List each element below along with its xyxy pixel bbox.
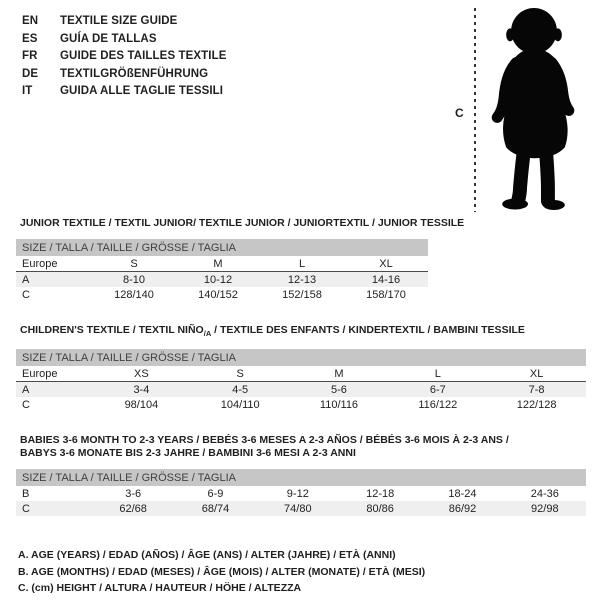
table-row (16, 486, 586, 501)
section-heading-line (20, 434, 586, 447)
table-cell: 18-24 (448, 487, 477, 500)
row-label: B (22, 487, 30, 500)
table-cell: 152/158 (282, 288, 322, 301)
table-row (16, 366, 586, 382)
table-cell: 128/140 (114, 288, 154, 301)
language-item (22, 83, 227, 101)
height-measure-line (474, 8, 476, 212)
size-header-cell: SIZE / TALLA / TAILLE / GRÖSSE / TAGLIA (16, 239, 428, 256)
note-line: B. AGE (MONTHS) / EDAD (MESES) / ÂGE (MOIS) / ALTER (MONATE) / ETÀ (MESI) (18, 565, 426, 578)
table-cell: S (191, 366, 290, 382)
table-cell: M (176, 256, 260, 272)
language-title: TEXTILGRÖßENFÜHRUNG (60, 67, 209, 80)
table-cell: 14-16 (344, 272, 428, 288)
baby-figure (452, 6, 598, 212)
table-cell: 24-36 (530, 487, 559, 500)
table-cell: XS (92, 366, 191, 382)
section-heading (20, 434, 586, 460)
heading-text: CHILDREN'S TEXTILE / TEXTIL NIÑO (20, 324, 204, 336)
heading-text: BABIES 3-6 MONTH TO 2-3 YEARS / BEBÉS 3-6 MESES A 2-3 AÑOS / BÉBÉS 3-6 MOIS À 2-3 ANS / (20, 434, 509, 447)
section-heading-line (20, 324, 586, 340)
table-row (16, 382, 586, 398)
row-label: A (16, 272, 92, 288)
language-title: GUIDE DES TAILLES TEXTILE (60, 50, 227, 62)
size-table (16, 239, 428, 302)
section-heading-line (20, 447, 586, 460)
language-code: EN (22, 15, 39, 27)
heading-text: BABYS 3-6 MONATE BIS 2-3 JAHRE / BAMBINI 3-6 MESI A 2-3 ANNI (20, 447, 356, 460)
language-item (22, 66, 227, 84)
table-cell: 98/104 (124, 398, 159, 411)
row-label: Europe (16, 366, 92, 382)
row-label: C (16, 501, 92, 516)
language-item (22, 48, 227, 66)
table-cell: 3-6 (125, 487, 142, 500)
language-title: GUIDA ALLE TAGLIE TESSILI (60, 85, 224, 97)
size-table (16, 469, 586, 516)
table-row (16, 501, 586, 516)
note-line: C. (cm) HEIGHT / ALTURA / HAUTEUR / HÖHE / ALTEZZA (18, 582, 302, 595)
language-code: FR (22, 50, 38, 62)
table-cell: 12-13 (260, 272, 344, 288)
size-tables-area (16, 217, 586, 597)
height-measure-label: C (455, 106, 464, 120)
table-cell: 158/170 (366, 288, 406, 301)
table-cell: 5-6 (290, 382, 389, 398)
row-label: C (22, 288, 30, 301)
language-code: IT (22, 85, 33, 97)
size-section (16, 434, 586, 516)
language-code: ES (22, 32, 38, 45)
size-header-cell: SIZE / TALLA / TAILLE / GRÖSSE / TAGLIA (16, 349, 586, 366)
table-cell: 80/86 (339, 501, 421, 516)
size-section (16, 217, 586, 302)
table-cell: 68/74 (174, 501, 256, 516)
heading-text: JUNIOR TEXTILE / TEXTIL JUNIOR/ TEXTILE JUNIOR / JUNIORTEXTIL / JUNIOR TESSILE (20, 217, 465, 229)
row-label: A (16, 382, 92, 398)
table-cell: 116/122 (418, 398, 458, 411)
language-title: TEXTILE SIZE GUIDE (60, 15, 178, 27)
size-header-cell: SIZE / TALLA / TAILLE / GRÖSSE / TAGLIA (16, 469, 586, 486)
size-header-row (16, 469, 586, 486)
table-cell: 122/128 (516, 398, 557, 411)
table-cell: XL (487, 366, 586, 382)
table-cell: 74/80 (257, 501, 339, 516)
table-cell: XL (344, 256, 428, 272)
language-title: GUÍA DE TALLAS (60, 32, 157, 45)
section-heading (20, 324, 586, 340)
table-cell: 62/68 (92, 501, 174, 516)
notes (18, 547, 586, 597)
table-row (16, 397, 586, 412)
table-cell: M (290, 366, 389, 382)
row-label: C (22, 398, 30, 411)
sections (16, 217, 586, 516)
language-item (22, 31, 227, 49)
table-cell: 7-8 (487, 382, 586, 398)
table-row (16, 272, 428, 288)
table-cell: 110/116 (319, 398, 359, 411)
note-line: A. AGE (YEARS) / EDAD (AÑOS) / ÂGE (ANS) / ALTER (JAHRE) / ETÀ (ANNI) (18, 549, 396, 562)
table-cell: 3-4 (92, 382, 191, 398)
language-list (22, 13, 227, 101)
table-cell: L (260, 256, 344, 272)
table-row (16, 256, 428, 272)
table-row (16, 287, 428, 302)
table-cell: 12-18 (366, 487, 395, 500)
size-section (16, 324, 586, 412)
table-cell: 10-12 (176, 272, 260, 288)
table-cell: 86/92 (421, 501, 503, 516)
heading-text: / TEXTILE DES ENFANTS / KINDERTEXTIL / BAMBINI TESSILE (211, 324, 525, 336)
table-cell: 9-12 (286, 487, 309, 500)
section-heading-line (20, 217, 586, 230)
table-cell: 6-7 (388, 382, 487, 398)
table-cell: 104/110 (220, 398, 260, 411)
table-cell: 6-9 (207, 487, 224, 500)
table-cell: 4-5 (191, 382, 290, 398)
language-code: DE (22, 67, 39, 80)
table-cell: 8-10 (92, 272, 176, 288)
baby-silhouette-icon (482, 6, 588, 211)
language-item (22, 13, 227, 31)
heading-subscript: /A (203, 329, 212, 339)
size-header-row (16, 349, 586, 366)
table-cell: 92/98 (504, 501, 586, 516)
row-label: Europe (16, 256, 92, 272)
size-header-row (16, 239, 428, 256)
table-cell: S (92, 256, 176, 272)
table-cell: 140/152 (198, 288, 238, 301)
size-table (16, 349, 586, 412)
section-heading (20, 217, 586, 230)
table-cell: L (388, 366, 487, 382)
